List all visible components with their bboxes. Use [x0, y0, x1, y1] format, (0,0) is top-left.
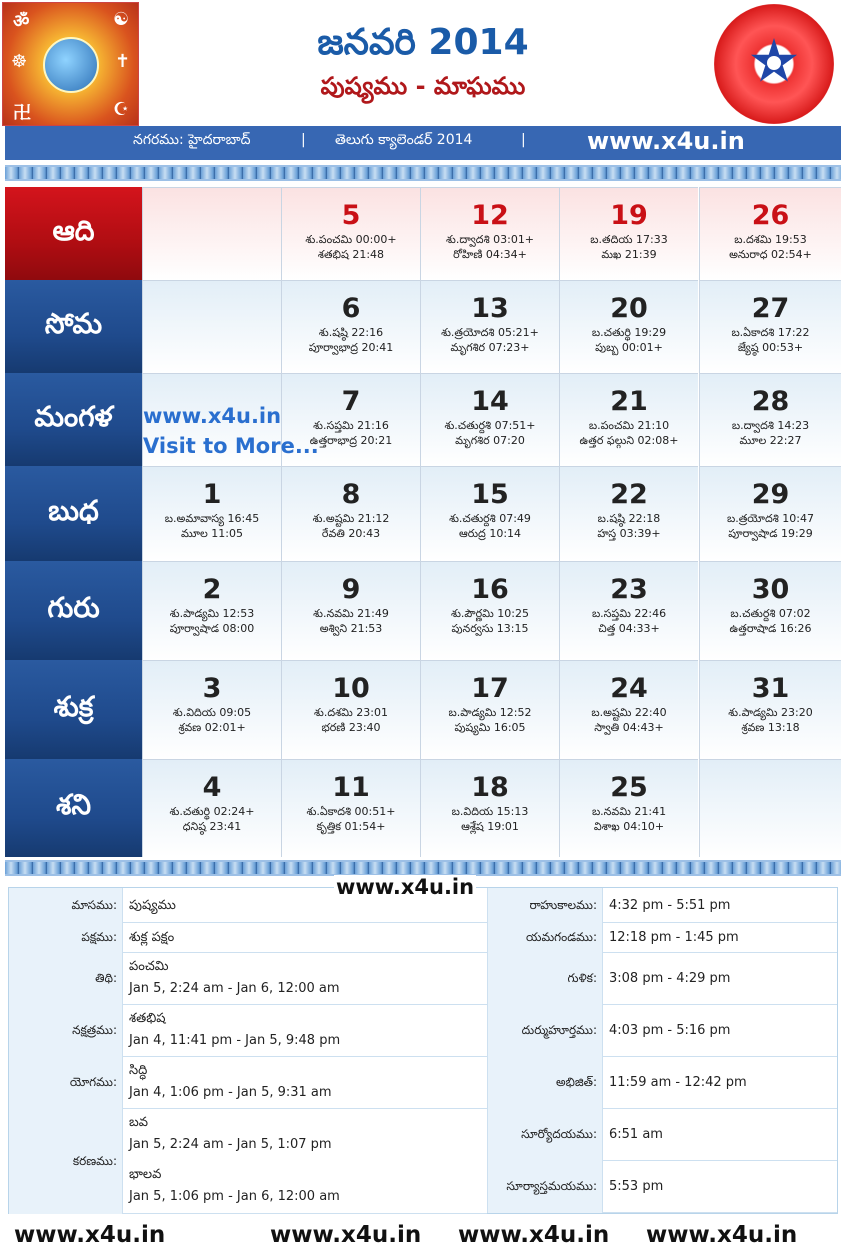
day-cell[interactable]: [281, 759, 420, 857]
day-cell[interactable]: [699, 280, 841, 373]
nakshatra-text: ఉత్తరాభాద్ర 20:21: [309, 434, 393, 447]
weekday-label: మంగళ: [5, 373, 142, 466]
details-row-right: [487, 923, 837, 953]
details-row-right: [487, 1057, 837, 1109]
day-cell[interactable]: [699, 373, 841, 466]
detail-value: Jan 4, 1:06 pm - Jan 5, 9:31 am: [129, 1085, 332, 1100]
date-number: 30: [751, 574, 790, 605]
nakshatra-text: పూర్వాభాద్ర 20:41: [308, 341, 394, 354]
detail-value: 3:08 pm - 4:29 pm: [609, 971, 731, 986]
tithi-text: బ.పంచమి 21:10: [588, 419, 670, 432]
date-number: 11: [332, 772, 370, 803]
date-number: 10: [332, 673, 370, 704]
detail-label: పక్షము:: [81, 930, 117, 944]
tithi-text: శు.సప్తమి 21:16: [313, 419, 389, 432]
nakshatra-text: జ్యేష్ఠ 00:53+: [737, 341, 804, 354]
nakshatra-text: అనురాధ 02:54+: [729, 248, 812, 261]
nakshatra-text: ఆరుద్ర 10:14: [458, 527, 522, 540]
nakshatra-text: పూర్వాషాడ 19:29: [728, 527, 813, 540]
details-row-left: [9, 923, 487, 953]
page-subtitle: పుష్యము - మాఘము: [320, 72, 526, 100]
date-number: 18: [471, 772, 509, 803]
nakshatra-text: మృగశిర 07:23+: [450, 341, 530, 354]
tithi-text: బ.ద్వాదశి 14:23: [731, 419, 810, 432]
detail-value: 4:03 pm - 5:16 pm: [609, 1023, 731, 1038]
date-number: 29: [751, 479, 790, 510]
tithi-text: బ.నవమి 21:41: [591, 805, 667, 818]
nakshatra-text: ధనిష్ఠ 23:41: [182, 820, 242, 833]
detail-label: యమగండము:: [526, 930, 597, 944]
ad-site-text[interactable]: www.x4u.in: [143, 404, 282, 428]
footer-site-link[interactable]: www.x4u.in: [14, 1222, 166, 1248]
page-title: జనవరి 2014: [317, 22, 529, 63]
date-number: 19: [610, 200, 648, 231]
logo-symbol: ☪: [113, 99, 130, 120]
day-cell[interactable]: [420, 759, 559, 857]
date-number: 12: [471, 200, 509, 231]
tithi-text: శు.చతుర్దశి 07:49: [449, 512, 531, 525]
tithi-text: శు.చతుర్దశి 07:51+: [444, 419, 536, 432]
detail-value: Jan 5, 2:24 am - Jan 6, 12:00 am: [129, 981, 340, 996]
nakshatra-text: కృత్తిక 01:54+: [316, 820, 386, 833]
day-cell[interactable]: [559, 373, 698, 466]
globe-icon: [43, 37, 99, 93]
nakshatra-text: మృగశిర 07:20: [455, 434, 525, 447]
detail-value: 11:59 am - 12:42 pm: [609, 1075, 747, 1090]
calendar-week-row: [5, 660, 841, 759]
tithi-text: బ.అష్టమి 22:40: [591, 706, 667, 719]
nakshatra-text: శతభిష 21:48: [317, 248, 385, 261]
tithi-text: శు.త్రయోదశి 05:21+: [441, 326, 539, 339]
nakshatra-text: పుబ్బ 00:01+: [595, 341, 663, 354]
detail-label: గుళిక:: [567, 971, 597, 985]
separator: |: [521, 132, 526, 148]
logo-symbol: ☸: [11, 51, 28, 72]
nakshatra-text: శ్రవణ 13:18: [741, 721, 800, 734]
tithi-text: శు.అష్టమి 21:12: [312, 512, 390, 525]
date-number: 28: [751, 386, 790, 417]
day-cell[interactable]: [699, 466, 841, 561]
detail-value: Jan 4, 11:41 pm - Jan 5, 9:48 pm: [129, 1033, 341, 1048]
date-number: 3: [202, 673, 222, 704]
day-cell[interactable]: [281, 466, 420, 561]
tithi-text: బ.పాడ్యమి 12:52: [448, 706, 532, 719]
tithi-text: బ.విదియ 15:13: [451, 805, 529, 818]
date-number: 14: [471, 386, 509, 417]
logo-symbol: ॐ: [13, 11, 30, 32]
date-number: 15: [471, 479, 509, 510]
detail-label: నక్షత్రము:: [72, 1023, 117, 1037]
tithi-text: శు.ద్వాదశి 03:01+: [445, 233, 535, 246]
day-cell[interactable]: [559, 187, 698, 280]
detail-label: రాహుకాలము:: [529, 897, 597, 912]
logo-symbol: ✝: [115, 51, 131, 72]
nakshatra-text: హస్త 03:39+: [597, 527, 661, 540]
detail-value: పంచమి: [129, 959, 169, 974]
nakshatra-text: శ్రవణ 02:01+: [178, 721, 246, 734]
tithi-text: శు.విదియ 09:05: [172, 706, 252, 719]
calendar-week-row: [5, 187, 841, 280]
detail-value: భాలవ: [129, 1167, 162, 1182]
weekday-label: శుక్ర: [5, 660, 142, 759]
day-cell: [142, 187, 281, 280]
day-cell[interactable]: [142, 759, 281, 857]
day-cell[interactable]: [142, 466, 281, 561]
day-cell[interactable]: [420, 187, 559, 280]
tithi-text: బ.త్రయోదశి 10:47: [727, 512, 814, 525]
braid-divider: [5, 165, 841, 181]
tithi-text: బ.దశమి 19:53: [734, 233, 807, 246]
date-number: 31: [751, 673, 790, 704]
detail-value: శతభిష: [129, 1011, 166, 1026]
calendar-week-row: [5, 373, 841, 466]
nakshatra-text: మూల 22:27: [739, 434, 802, 447]
tithi-text: శు.షష్ఠి 22:16: [318, 326, 384, 339]
date-number: 6: [341, 293, 361, 324]
date-number: 7: [341, 386, 361, 417]
day-cell[interactable]: [142, 660, 281, 759]
day-cell[interactable]: [281, 280, 420, 373]
date-number: 4: [202, 772, 222, 803]
date-number: 26: [751, 200, 790, 231]
details-row-left: [9, 1109, 487, 1214]
tithi-text: బ.సప్తమి 22:46: [591, 607, 667, 620]
day-cell[interactable]: [559, 759, 698, 857]
detail-label: తిథి:: [95, 971, 117, 985]
day-cell: [142, 280, 281, 373]
nakshatra-text: భరణి 23:40: [321, 721, 381, 734]
detail-value: 6:51 am: [609, 1127, 663, 1142]
date-number: 22: [610, 479, 648, 510]
tithi-text: బ.చతుర్థి 19:29: [591, 326, 667, 339]
tithi-text: శు.నవమి 21:49: [313, 607, 389, 620]
details-row-left: [9, 1005, 487, 1057]
day-cell[interactable]: [281, 561, 420, 660]
nakshatra-text: స్వాతి 04:43+: [594, 721, 664, 734]
detail-label: కరణము:: [72, 1153, 117, 1168]
detail-label: దుర్ముహూర్తము:: [521, 1023, 597, 1037]
date-number: 27: [751, 293, 790, 324]
weekday-label: బుధ: [5, 466, 142, 561]
detail-label: సూర్యోదయము:: [521, 1127, 597, 1141]
details-site-text[interactable]: www.x4u.in: [336, 875, 475, 899]
weekday-label: ఆది: [5, 187, 142, 280]
tithi-text: బ.అమావాస్య 16:45: [164, 512, 260, 525]
detail-value: 4:32 pm - 5:51 pm: [609, 897, 731, 913]
day-cell[interactable]: [559, 280, 698, 373]
detail-value: శుక్ల పక్షం: [129, 930, 175, 945]
detail-value: బవ: [129, 1115, 148, 1130]
tithi-text: శు.పాడ్యమి 12:53: [169, 607, 255, 620]
tithi-text: బ.షష్ఠి 22:18: [597, 512, 661, 525]
details-row-right: [487, 1005, 837, 1057]
detail-label: మాసము:: [71, 897, 117, 912]
footer-site-link[interactable]: www.x4u.in: [458, 1222, 610, 1248]
detail-value: 12:18 pm - 1:45 pm: [609, 930, 739, 945]
day-cell[interactable]: [142, 561, 281, 660]
day-cell[interactable]: [559, 466, 698, 561]
date-number: 16: [471, 574, 509, 605]
details-row-right: [487, 888, 837, 923]
panchangam-details-table: [8, 887, 838, 1214]
day-cell[interactable]: [559, 660, 698, 759]
day-cell[interactable]: [420, 561, 559, 660]
tithi-text: బ.చతుర్దశి 07:02: [730, 607, 811, 620]
info-bar: [5, 126, 841, 160]
date-number: 25: [610, 772, 648, 803]
logo-symbol: 卍: [13, 103, 31, 124]
detail-value: Jan 5, 2:24 am - Jan 5, 1:07 pm: [129, 1137, 332, 1152]
tithi-text: బ.తదియ 17:33: [590, 233, 668, 246]
detail-label: సూర్యాస్తమయము:: [506, 1179, 597, 1193]
nakshatra-text: చిత్త 04:33+: [598, 622, 660, 635]
calendar-week-row: [5, 759, 841, 857]
nakshatra-text: రేవతి 20:43: [321, 527, 381, 540]
nakshatra-text: అశ్విని 21:53: [319, 622, 383, 635]
ad-visit-text[interactable]: Visit to More...: [143, 434, 319, 458]
detail-value: 5:53 pm: [609, 1179, 664, 1194]
tithi-text: శు.దశమి 23:01: [313, 706, 388, 719]
date-number: 21: [610, 386, 648, 417]
details-row-right: [487, 1161, 837, 1213]
day-cell[interactable]: [420, 466, 559, 561]
calendar-week-row: [5, 466, 841, 561]
date-number: 17: [471, 673, 509, 704]
detail-label: యోగము:: [69, 1075, 117, 1089]
tithi-text: బ.ఏకాదశి 17:22: [731, 326, 810, 339]
day-cell: [699, 759, 841, 857]
day-cell[interactable]: [699, 660, 841, 759]
day-cell[interactable]: [420, 280, 559, 373]
calendar-label: తెలుగు క్యాలెండర్ 2014: [335, 132, 473, 148]
nakshatra-text: పూర్వాషాడ 08:00: [169, 622, 255, 635]
weekday-label: శని: [5, 759, 142, 857]
braid-divider: [5, 860, 841, 876]
tithi-text: శు.పంచమి 00:00+: [305, 233, 397, 246]
footer-site-link[interactable]: www.x4u.in: [646, 1222, 798, 1248]
detail-label: అభిజిత్:: [555, 1075, 597, 1089]
nakshatra-text: ఉత్తరాషాడ 16:26: [729, 622, 812, 635]
nakshatra-text: ఆశ్లేష 19:01: [461, 820, 519, 833]
footer-site-link[interactable]: www.x4u.in: [270, 1222, 422, 1248]
detail-value: పుష్యము: [129, 897, 176, 913]
tithi-text: శు.చతుర్థి 02:24+: [169, 805, 255, 818]
day-cell[interactable]: [699, 187, 841, 280]
nakshatra-text: ఉత్తర ఫల్గుని 02:08+: [579, 434, 679, 447]
detail-value: Jan 5, 1:06 pm - Jan 6, 12:00 am: [129, 1189, 340, 1204]
date-number: 23: [610, 574, 648, 605]
nakshatra-text: విశాఖ 04:10+: [593, 820, 665, 833]
weekday-label: సోమ: [5, 280, 142, 373]
logo-symbol: ☯: [113, 9, 130, 30]
details-row-right: [487, 1109, 837, 1161]
date-number: 8: [341, 479, 361, 510]
nakshatra-text: మఖ 21:39: [601, 248, 657, 261]
day-cell[interactable]: [281, 187, 420, 280]
religions-logo-icon: [2, 2, 139, 126]
day-cell[interactable]: [559, 561, 698, 660]
separator: |: [301, 132, 306, 148]
city-label: నగరము: హైదరాబాద్: [133, 132, 251, 148]
details-row-left: [9, 1057, 487, 1109]
date-number: 24: [610, 673, 648, 704]
site-link[interactable]: www.x4u.in: [587, 127, 745, 155]
date-number: 1: [202, 479, 222, 510]
nakshatra-text: పునర్వసు 13:15: [451, 622, 529, 635]
nakshatra-text: మూల 11:05: [181, 527, 243, 540]
details-row-right: [487, 953, 837, 1005]
tithi-text: శు.పౌర్ణమి 10:25: [451, 607, 529, 620]
nakshatra-text: రోహిణి 04:34+: [453, 248, 527, 261]
date-number: 5: [341, 200, 361, 231]
date-number: 13: [471, 293, 509, 324]
date-number: 9: [341, 574, 361, 605]
tithi-text: శు.పాడ్యమి 23:20: [728, 706, 813, 719]
detail-value: సిద్ధి: [129, 1063, 148, 1078]
calendar-week-row: [5, 561, 841, 660]
date-number: 2: [202, 574, 222, 605]
lotus-star-logo-icon: [706, 2, 840, 126]
day-cell[interactable]: [699, 561, 841, 660]
details-row-left: [9, 953, 487, 1005]
day-cell[interactable]: [281, 660, 420, 759]
day-cell[interactable]: [420, 660, 559, 759]
date-number: 20: [610, 293, 648, 324]
calendar-week-row: [5, 280, 841, 373]
day-cell[interactable]: [420, 373, 559, 466]
weekday-label: గురు: [5, 561, 142, 660]
tithi-text: శు.ఏకాదశి 00:51+: [306, 805, 396, 818]
nakshatra-text: పుష్యమి 16:05: [454, 721, 526, 734]
